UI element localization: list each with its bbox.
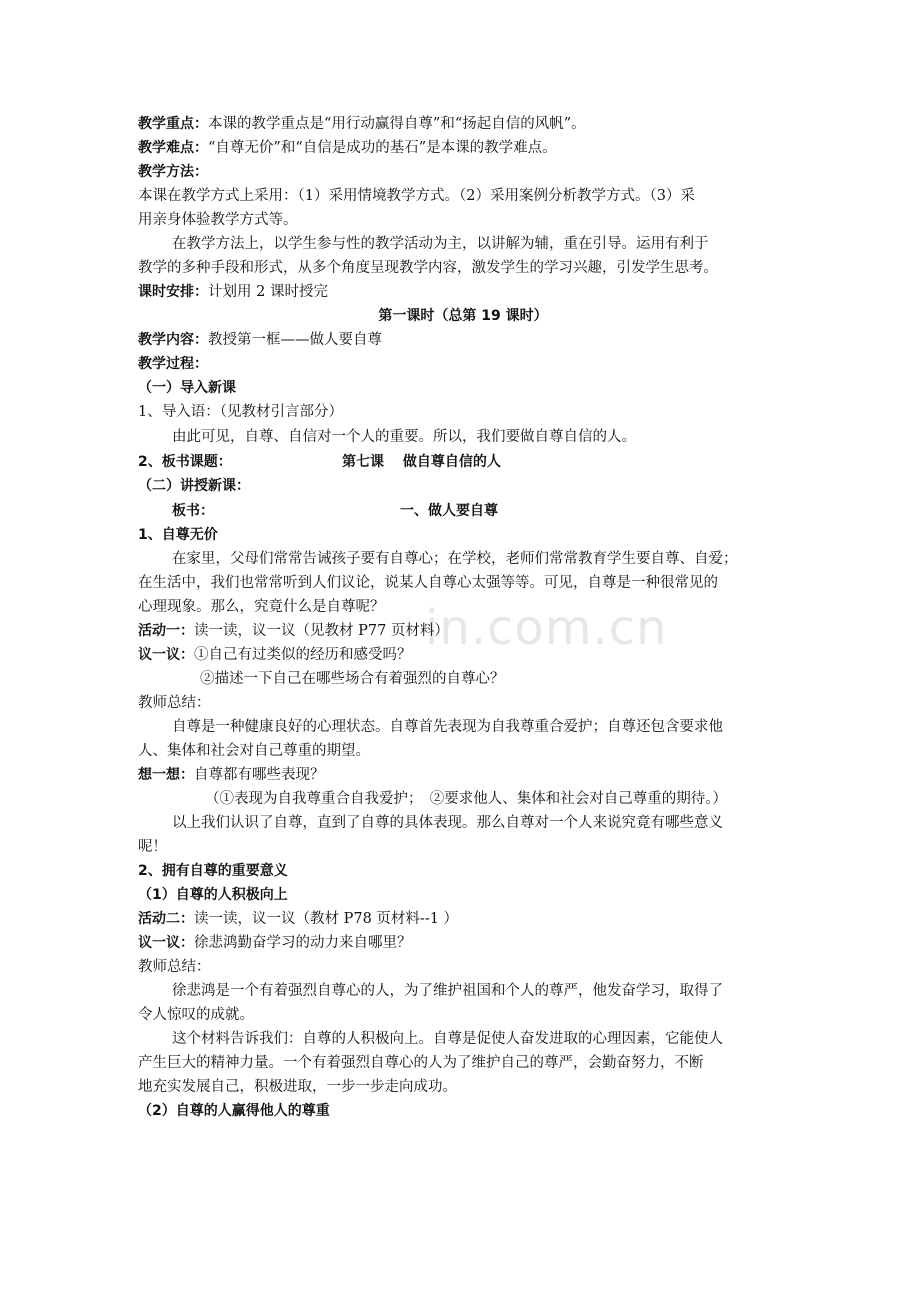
paragraph-line: 在生活中，我们也常常听到人们议论，说某人自尊心太强等等。可见，自尊是一种很常见的 [138,575,718,591]
text: 第七课 做自尊自信的人 [342,454,501,470]
discussion [138,931,788,955]
text: 徐悲鸿勤奋学习的动力来自哪里？ [194,935,412,951]
paragraph-line: 心理现象。那么，究竟什么是自尊呢？ [138,599,385,615]
text: 自尊都有哪些表现？ [194,767,325,783]
paragraph-line: 由此可见，自尊、自信对一个人的重要。所以，我们要做自尊自信的人。 [172,429,636,445]
watermark: in.com.cn [425,600,668,656]
paragraph-line: 教师总结： [138,959,211,975]
section-heading: 1、自尊无价 [138,527,218,543]
label: 议一议： [138,935,194,951]
teaching-content [138,328,788,352]
text: 一、做人要自尊 [400,503,498,519]
lesson-title: 第一课时（总第 19 课时） [378,308,548,324]
paragraph-line: 本课在教学方式上采用：（1）采用情境教学方式。（2）采用案例分析教学方式。（3）采 [138,188,695,204]
paragraph-line: 徐悲鸿是一个有着强烈自尊心的人，为了维护祖国和个人的尊严，他发奋学习，取得了 [172,983,723,999]
label: 板书： [172,503,214,519]
label: 教学难点： [138,140,208,156]
section-heading: （1）自尊的人积极向上 [138,887,288,903]
paragraph-line: 1、导入语：（见教材引言部分） [138,404,343,420]
paragraph-line: 在家里，父母们常常告诫孩子要有自尊心；在学校，老师们常常教育学生要自尊、自爱； [172,551,738,567]
label: 课时安排： [138,284,208,300]
label: 2、板书课题： [138,454,232,470]
blackboard-title [138,450,788,474]
paragraph-line: 产生巨大的精神力量。一个有着强烈自尊心的人为了维护自己的尊严，会勤奋努力，不断 [138,1055,704,1071]
paragraph-line: 呢！ [138,839,167,855]
paragraph-line: ②描述一下自己在哪些场合有着强烈的自尊心？ [200,671,505,687]
label: 活动二： [138,911,194,927]
activity-two [138,907,788,931]
label: 教学内容： [138,332,208,348]
section-heading: （2）自尊的人赢得他人的尊重 [138,1103,330,1119]
paragraph-line: 令人惊叹的成就。 [138,1007,254,1023]
paragraph-line: 这个材料告诉我们：自尊的人积极向上。自尊是促使人奋发进取的心理因素，它能使人 [172,1031,723,1047]
label: 教学重点： [138,116,208,132]
paragraph-line: 地充实发展自己，积极进取，一步一步走向成功。 [138,1079,457,1095]
label: 活动一： [138,623,194,639]
section-heading: 2、拥有自尊的重要意义 [138,863,288,879]
teaching-difficulty [138,136,788,160]
label: 想一想： [138,767,194,783]
paragraph-line: （①表现为自我尊重合自我爱护； ②要求他人、集体和社会对自己尊重的期待。） [205,791,727,807]
section-heading: 教学过程： [138,356,208,372]
paragraph-line: 教学的多种手段和形式，从多个角度呈现教学内容，激发学生的学习兴趣，引发学生思考。 [138,260,718,276]
label: 教学方法： [138,164,208,180]
think [138,763,788,787]
text: “自尊无价”和“自信是成功的基石”是本课的教学难点。 [208,140,557,156]
text: 本课的教学重点是“用行动赢得自尊”和“扬起自信的风帆”。 [208,116,586,132]
paragraph-line: 以上我们认识了自尊，直到了自尊的具体表现。那么自尊对一个人来说究竟有哪些意义 [172,815,723,831]
text: 教授第一框——做人要自尊 [208,332,382,348]
activity-one [138,619,788,643]
blackboard-heading [172,499,822,523]
discussion [138,643,788,667]
paragraph-line: 自尊是一种健康良好的心理状态。自尊首先表现为自我尊重合爱护；自尊还包含要求他 [172,719,723,735]
paragraph-line: 在教学方法上，以学生参与性的教学活动为主，以讲解为辅，重在引导。运用有利于 [172,236,709,252]
text: 读一读，议一议（见教材 P77 页材料） [194,623,449,639]
paragraph-line: 教师总结： [138,695,211,711]
section-heading: （二）讲授新课： [138,478,250,494]
schedule [138,280,788,304]
label: 议一议： [138,647,194,663]
text: 读一读，议一议（教材 P78 页材料--1 ） [194,911,459,927]
text: 计划用 2 课时授完 [208,284,328,300]
text: ①自己有过类似的经历和感受吗？ [194,647,412,663]
paragraph-line: 人、集体和社会对自己尊重的期望。 [138,743,370,759]
teaching-focus [138,112,788,136]
paragraph-line: 用亲身体验教学方式等。 [138,212,298,228]
section-heading: （一）导入新课 [138,380,236,396]
teaching-method-heading [138,160,788,184]
